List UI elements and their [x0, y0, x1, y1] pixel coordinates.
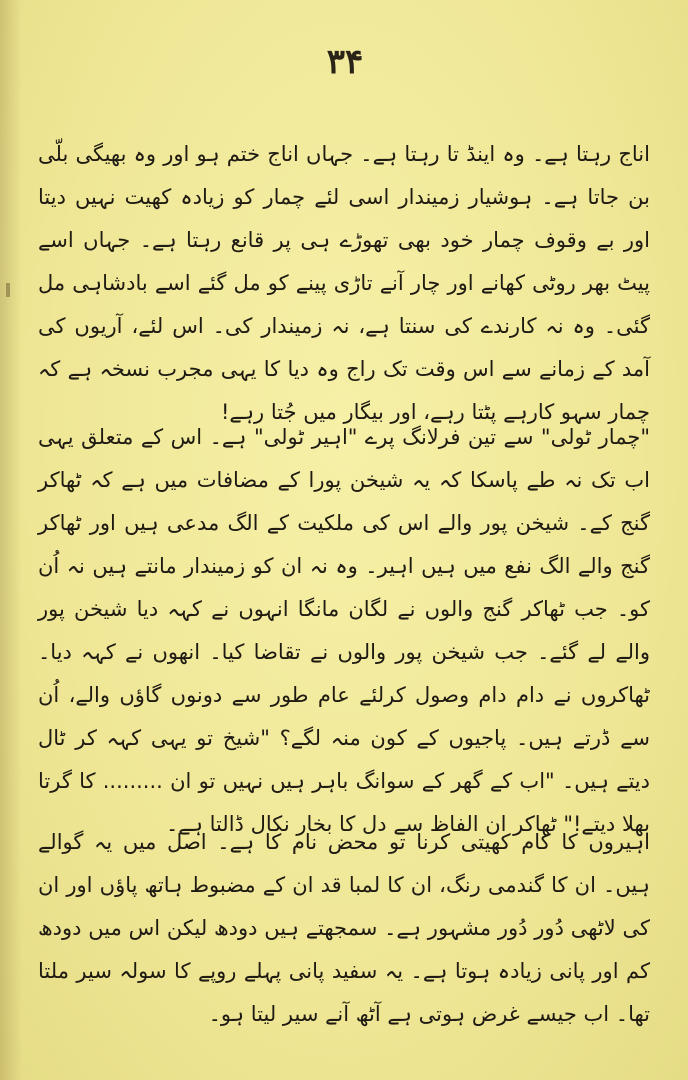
paragraph-2: "چمار ٹولی" سے تین فرلانگ پرے "اہیر ٹولی" ہے۔ اس کے متعلق یہی اب تک نہ طے پاسکا کہ یہ شیخن پورا کے مضافات میں ہے کہ ٹھاکر گنج کے۔ شیخن پور والے اس کی ملکیت کے الگ مدعی ہیں اور ٹھاکر گنج والے الگ نفع میں ہیں اہیر۔ وہ نہ ان کو زمیندار مانتے ہیں نہ اُن کو۔ جب ٹھاکر گنج والوں نے لگان مانگا انہوں نے کہہ دیا شیخن پور والے لے گئے۔ جب شیخن پور والوں نے تقاضا کیا۔ انھوں نے کہہ دیا۔ ٹھاکروں نے دام دام وصول کرلئے عام طور سے دونوں گاؤں والے، اُن سے ڈرتے ہیں۔ پاجیوں کے کون منہ لگے؟ "شیخ تو یہی کہہ کر ٹال دیتے ہیں۔ "اب کے گھر کے سوانگ باہر ہیں نہیں تو ان ......... کا گرتا بھلا دیتے!" ٹھاکر ان الفاظ سے دل کا بخار نکال ڈالتا ہے۔	[38, 425, 650, 836]
page-fold-shadow	[0, 0, 22, 1080]
paragraph-3: اہیروں کا کام کھیتی کرنا تو محض نام کا ہے۔ اصل میں یہ گوالے ہیں۔ ان کا گندمی رنگ، ان کا لمبا قد ان کے مضبوط ہاتھ پاؤں اور ان کی لاٹھی دُور دُور مشہور ہے۔ سمجھتے ہیں دودھ لیکن اس میں دودھ کم اور پانی زیادہ ہوتا ہے۔ یہ سفید پانی پہلے روپے کا سولہ سیر ملتا تھا۔ اب جیسے غرض ہوتی ہے آٹھ آنے سیر لیتا ہو۔	[38, 830, 650, 1026]
paragraph-1: اناج رہتا ہے۔ وہ اینڈ تا رہتا ہے۔ جہاں اناج ختم ہو اور وہ بھیگی بلّی بن جاتا ہے۔ ہوشیار زمیندار اسی لئے چمار کو زیادہ کھیت نہیں دیتا اور بے وقوف چمار خود بھی تھوڑے ہی پر قانع رہتا ہے۔ جہاں اسے پیٹ بھر روٹی کھانے اور چار آنے تاڑی پینے کو مل گئے اسے بادشاہی مل گئی۔ وہ نہ کارندے کی سنتا ہے، نہ زمیندار کی۔ اس لئے، آریوں کی آمد کے زمانے سے اس وقت تک راج وہ دیا کا یہی مجرب نسخہ ہے کہ چمار سہو کارہے پٹتا رہے، اور بیگار میں جُتا رہے!	[38, 142, 650, 424]
margin-mark	[6, 283, 10, 297]
page-number: ۳۴	[326, 42, 364, 82]
